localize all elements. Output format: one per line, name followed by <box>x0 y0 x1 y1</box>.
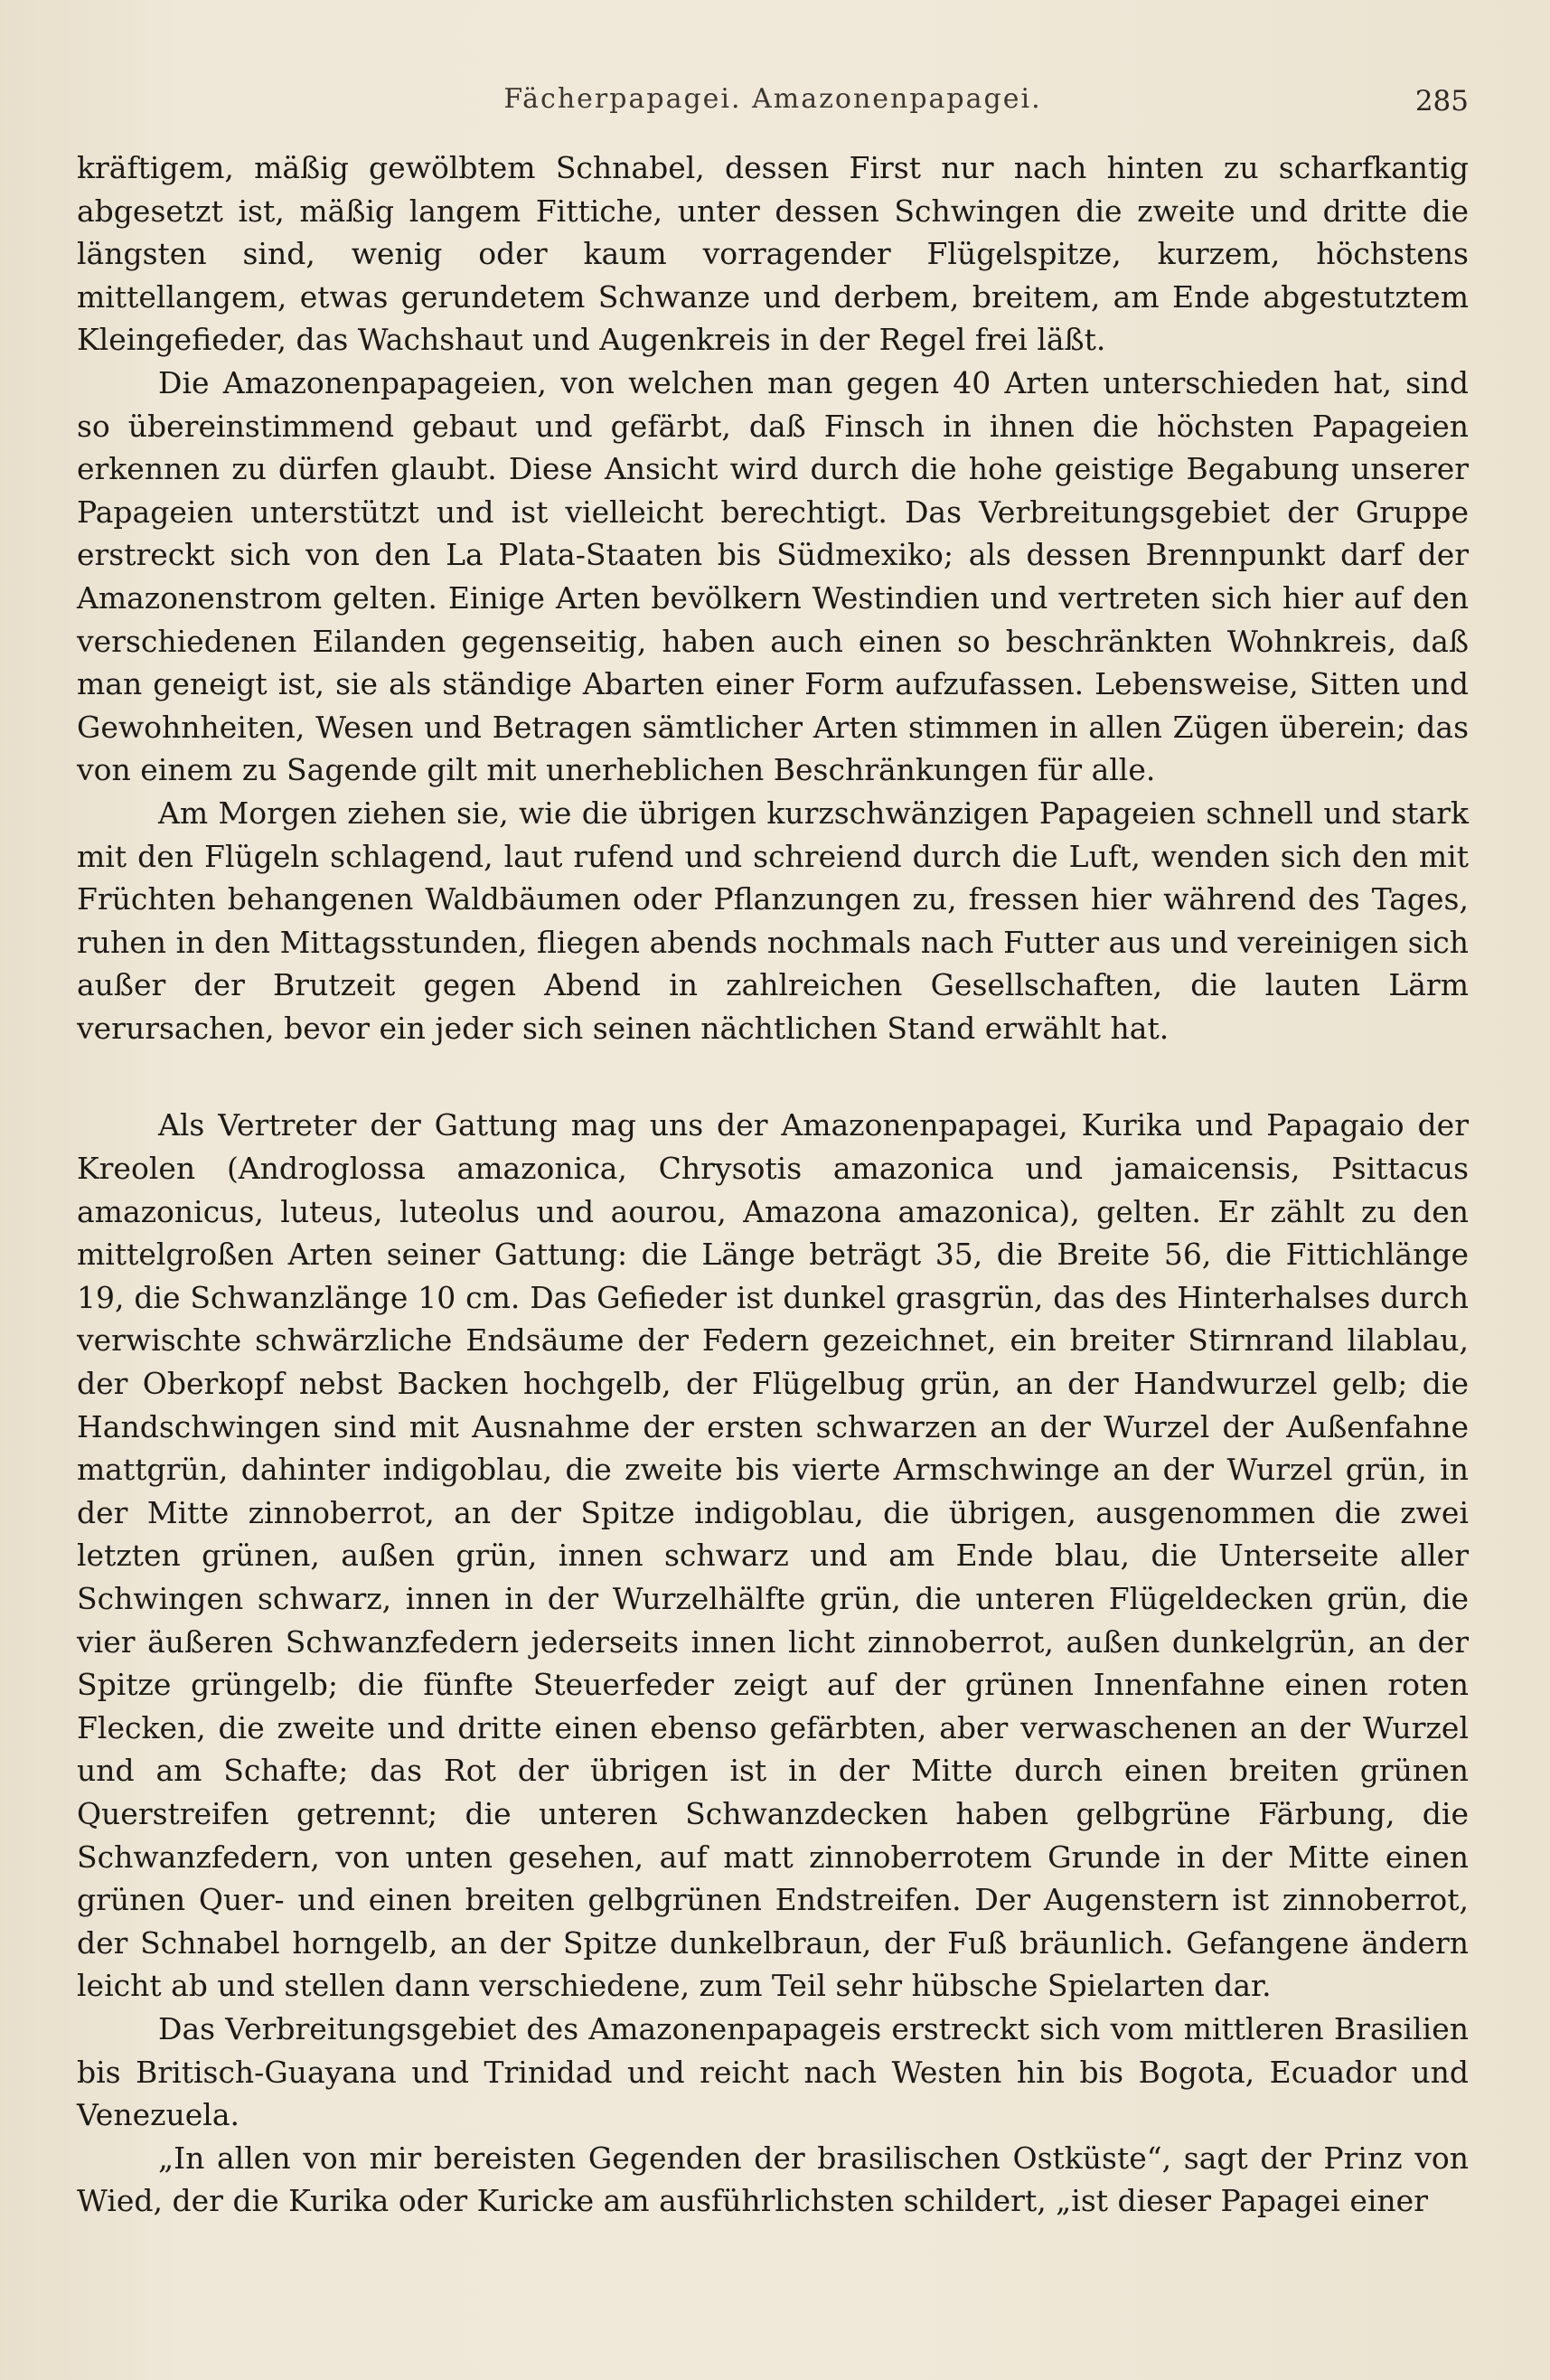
paragraph: „In allen von mir bereisten Gegenden der brasilischen Ostküste“, sagt der Prinz von Wied, der die Kurika oder Kuricke am ausführlichsten schildert, „ist dieser Papagei einer <box>77 2140 1469 2219</box>
paragraph: Die Amazonenpapageien, von welchen man gegen 40 Arten unterschieden hat, sind so übereinstimmend gebaut und gefärbt, daß Finsch in ihnen die höchsten Papageien erkennen zu dürfen glaubt. Diese Ansicht wird durch die hohe geistige Begabung unserer Papageien unterstützt und ist vielleicht berechtigt. Das Verbreitungsgebiet der Gruppe erstreckt sich von den La Plata-Staaten bis Südmexiko; als dessen Brennpunkt darf der Amazonenstrom gelten. Einige Arten bevölkern Westindien und vertreten sich hier auf den verschiedenen Eilanden gegenseitig, haben auch einen so beschränkten Wohnkreis, daß man geneigt ist, sie als ständige Abarten einer Form aufzufassen. Lebensweise, Sitten und Gewohnheiten, Wesen und Betragen sämtlicher Arten stimmen in allen Zügen überein; das von einem zu Sagende gilt mit unerheblichen Beschränkungen für alle. <box>77 364 1469 788</box>
paragraph: Am Morgen ziehen sie, wie die übrigen kurzschwänzigen Papageien schnell und stark mit den Flügeln schlagend, laut rufend und schreiend durch die Luft, wenden sich den mit Früchten behangenen Waldbäumen oder Pflanzungen zu, fressen hier während des Tages, ruhen in den Mittagsstunden, fliegen abends nochmals nach Futter aus und vereinigen sich außer der Brutzeit gegen Abend in zahlreichen Gesellschaften, die lauten Lärm verursachen, bevor ein jeder sich seinen nächtlichen Stand erwählt hat. <box>77 795 1469 1046</box>
paragraph: Als Vertreter der Gattung mag uns der Amazonenpapagei, Kurika und Papagaio der Kreolen (Androglossa amazonica, Chrysotis amazonica und jamaicensis, Psittacus amazonicus, luteus, luteolus und aourou, Amazona amazonica), gelten. Er zählt zu den mittelgroßen Arten seiner Gattung: die Länge beträgt 35, die Breite 56, die Fittichlänge 19, die Schwanzlänge 10 cm. Das Gefieder ist dunkel grasgrün, das des Hinterhalses durch verwischte schwärzliche Endsäume der Federn gezeichnet, ein breiter Stirnrand lilablau, der Oberkopf nebst Backen hochgelb, der Flügelbug grün, an der Handwurzel gelb; die Handschwingen sind mit Ausnahme der ersten schwarzen an der Wurzel der Außenfahne mattgrün, dahinter indigoblau, die zweite bis vierte Armschwinge an der Wurzel grün, in der Mitte zinnoberrot, an der Spitze indigoblau, die übrigen, ausgenommen die zwei letzten grünen, außen grün, innen schwarz und am Ende blau, die Unterseite aller Schwingen schwarz, innen in der Wurzelhälfte grün, die unteren Flügeldecken grün, die vier äußeren Schwanzfedern jederseits innen licht zinnoberrot, außen dunkelgrün, an der Spitze grüngelb; die fünfte Steuerfeder zeigt auf der grünen Innenfahne einen roten Flecken, die zweite und dritte einen ebenso gefärbten, aber verwaschenen an der Wurzel und am Schafte; das Rot der übrigen ist in der Mitte durch einen breiten grünen Querstreifen getrennt; die unteren Schwanzdecken haben gelbgrüne Färbung, die Schwanzfedern, von unten gesehen, auf matt zinnoberrotem Grunde in der Mitte einen grünen Quer- und einen breiten gelbgrünen Endstreifen. Der Augenstern ist zinnoberrot, der Schnabel horngelb, an der Spitze dunkelbraun, der Fuß bräunlich. Gefangene ändern leicht ab und stellen dann verschiedene, zum Teil sehr hübsche Spielarten dar. <box>77 1107 1469 2004</box>
running-head: Fächerpapagei. Amazonenpapagei. <box>503 83 1042 115</box>
page-number: 285 <box>1414 85 1469 118</box>
paragraph: kräftigem, mäßig gewölbtem Schnabel, dessen First nur nach hinten zu scharfkantig abgesetzt ist, mäßig langem Fittiche, unter dessen Schwingen die zweite und dritte die längsten sind, wenig oder kaum vorragender Flügelspitze, kurzem, höchstens mittellangem, etwas gerundetem Schwanze und derbem, breitem, am Ende abgestutztem Kleingefieder, das Wachshaut und Augenkreis in der Regel frei läßt. <box>77 150 1469 358</box>
page-header <box>77 83 1469 128</box>
body-text <box>77 146 1469 2223</box>
section-gap <box>77 1049 1469 1104</box>
paragraph: Das Verbreitungsgebiet des Amazonenpapageis erstreckt sich vom mittleren Brasilien bis Britisch-Guayana und Trinidad und reicht nach Westen hin bis Bogota, Ecuador und Venezuela. <box>77 2010 1469 2133</box>
